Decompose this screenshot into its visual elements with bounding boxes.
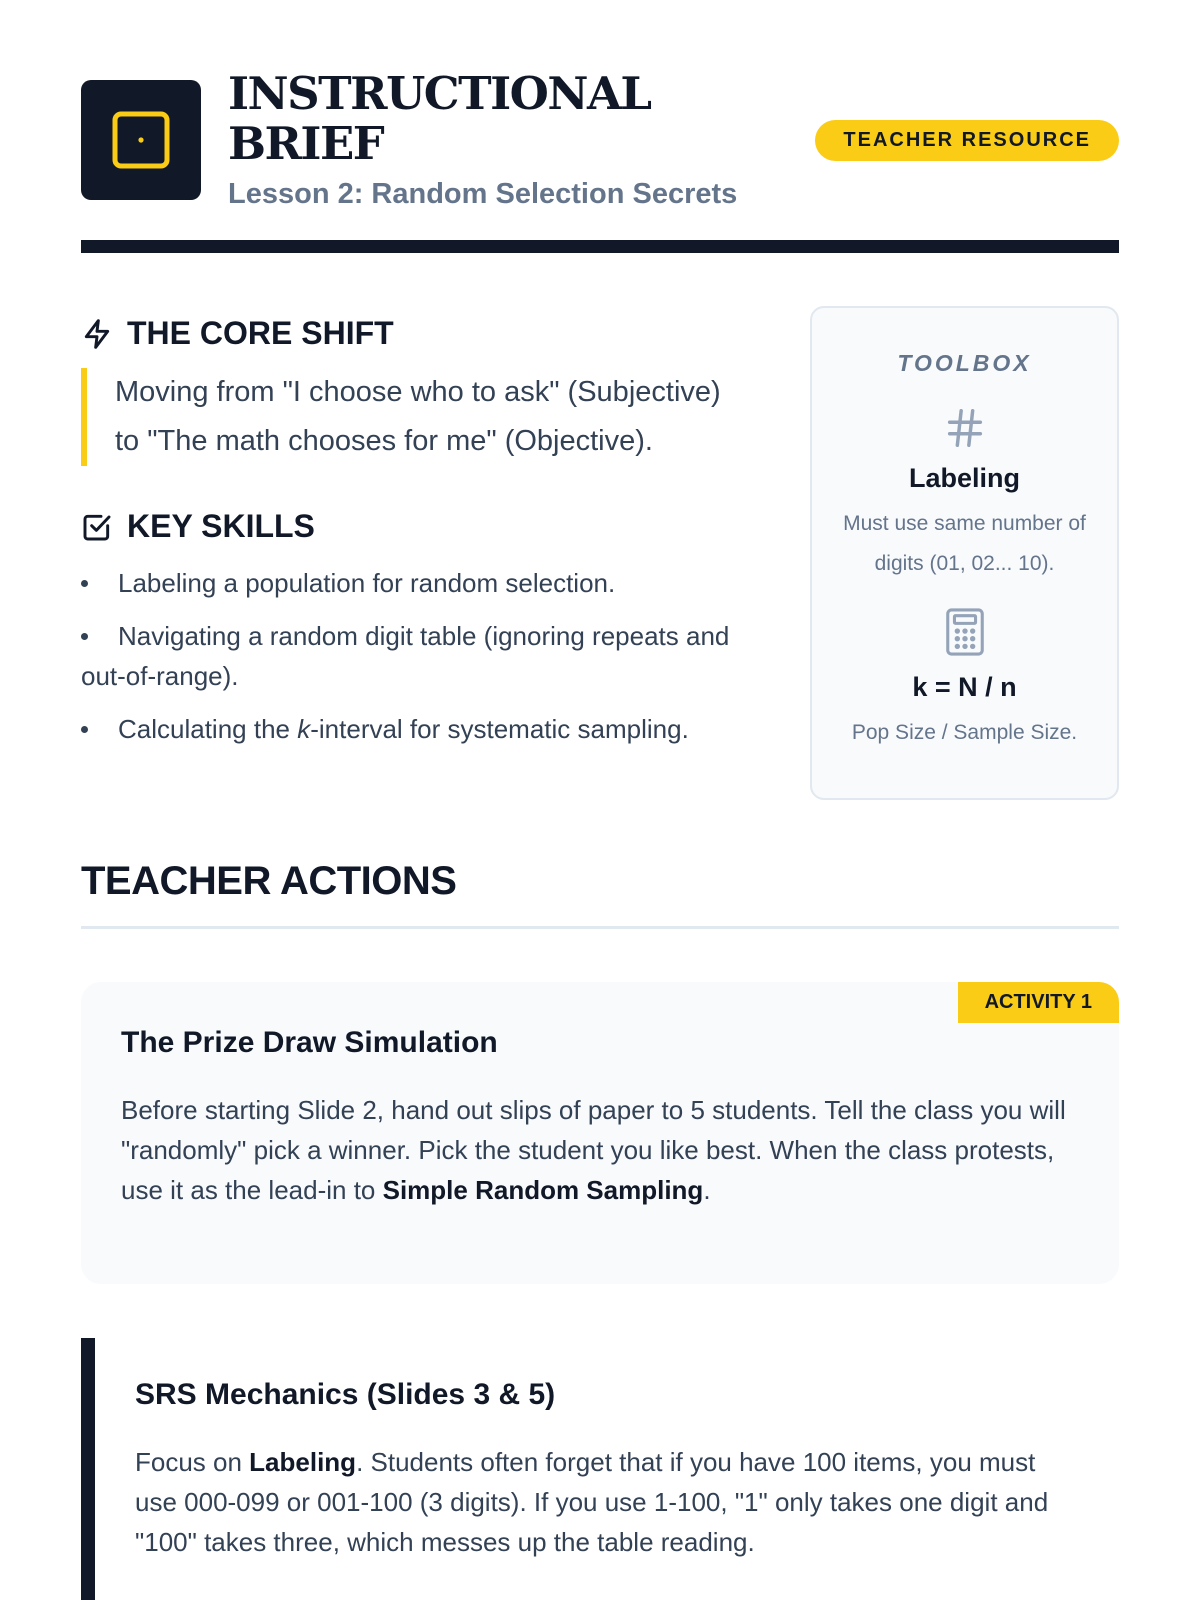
tool-desc-k-formula: Pop Size / Sample Size.	[851, 721, 1078, 744]
list-item: Labeling a population for random selection.	[81, 563, 761, 603]
activity-body-end: .	[703, 1175, 711, 1205]
activity-body-bold: Simple Random Sampling	[382, 1175, 704, 1205]
teacher-actions-divider	[81, 926, 1119, 929]
tool-name-labeling: Labeling	[908, 463, 1020, 493]
mechanics-body-bold: Labeling	[249, 1447, 357, 1477]
key-skills-heading-text: KEY SKILLS	[127, 508, 315, 544]
toolbox-title: TOOLBOX	[897, 350, 1032, 376]
teacher-actions-heading: TEACHER ACTIONS	[81, 859, 457, 903]
overview-section	[81, 253, 1119, 853]
logo	[81, 80, 201, 200]
dice-icon	[112, 111, 170, 169]
document-title: INSTRUCTIONAL BRIEF	[228, 67, 651, 170]
toolbox-panel	[810, 306, 1119, 800]
mechanics-body-start: Focus on	[135, 1447, 250, 1477]
checkbox-icon	[81, 511, 113, 543]
calculator-icon	[942, 606, 988, 658]
tool-icon-wrap	[812, 405, 1117, 451]
activity-body-text: Before starting Slide 2, hand out slips of paper to 5 students. Tell the class you will "randomly" pick a winner. Pick the student you like best. When the class protests, use it as the lead-in to	[121, 1095, 1066, 1205]
overview-left-column	[81, 315, 761, 762]
header	[81, 67, 1119, 210]
key-skills-heading	[81, 508, 761, 545]
lightning-icon	[81, 318, 113, 350]
skill-text-after: -interval for systematic sampling.	[310, 714, 689, 744]
list-item: Navigating a random digit table (ignoring repeats and out-of-range).	[81, 616, 761, 696]
teacher-resource-badge: TEACHER RESOURCE	[815, 120, 1119, 161]
header-divider	[81, 240, 1119, 253]
core-shift-quote: Moving from "I choose who to ask" (Subjective) to "The math chooses for me" (Objective).	[81, 368, 741, 466]
k-variable: k	[297, 714, 311, 744]
srs-mechanics-card	[81, 1338, 1119, 1600]
tool-desc-labeling: Must use same number of digits (01, 02... 10).	[843, 512, 1086, 575]
activity-title: The Prize Draw Simulation	[121, 1026, 498, 1059]
lesson-subtitle: Lesson 2: Random Selection Secrets	[228, 178, 738, 210]
core-shift-heading-text: THE CORE SHIFT	[127, 315, 394, 351]
activity-card	[81, 982, 1119, 1284]
tool-name-k-formula: k = N / n	[912, 672, 1017, 702]
activity-tag: ACTIVITY 1	[958, 982, 1119, 1023]
activity-body	[121, 1090, 1079, 1210]
mechanics-body	[135, 1442, 1079, 1562]
mechanics-title: SRS Mechanics (Slides 3 & 5)	[135, 1378, 556, 1411]
hash-icon	[942, 405, 988, 451]
skill-text-before: Calculating the	[118, 714, 298, 744]
title-block	[228, 69, 815, 211]
core-shift-heading	[81, 315, 761, 352]
key-skills-list	[81, 563, 761, 749]
mechanics-body-text: . Students often forget that if you have 100 items, you must use 000-099 or 001-100 (3 digits). If you use 1-100, "1" only takes one digit and "100" takes three, which messes up the table reading.	[135, 1447, 1049, 1557]
tool-icon-wrap	[812, 606, 1117, 658]
list-item	[81, 709, 761, 749]
